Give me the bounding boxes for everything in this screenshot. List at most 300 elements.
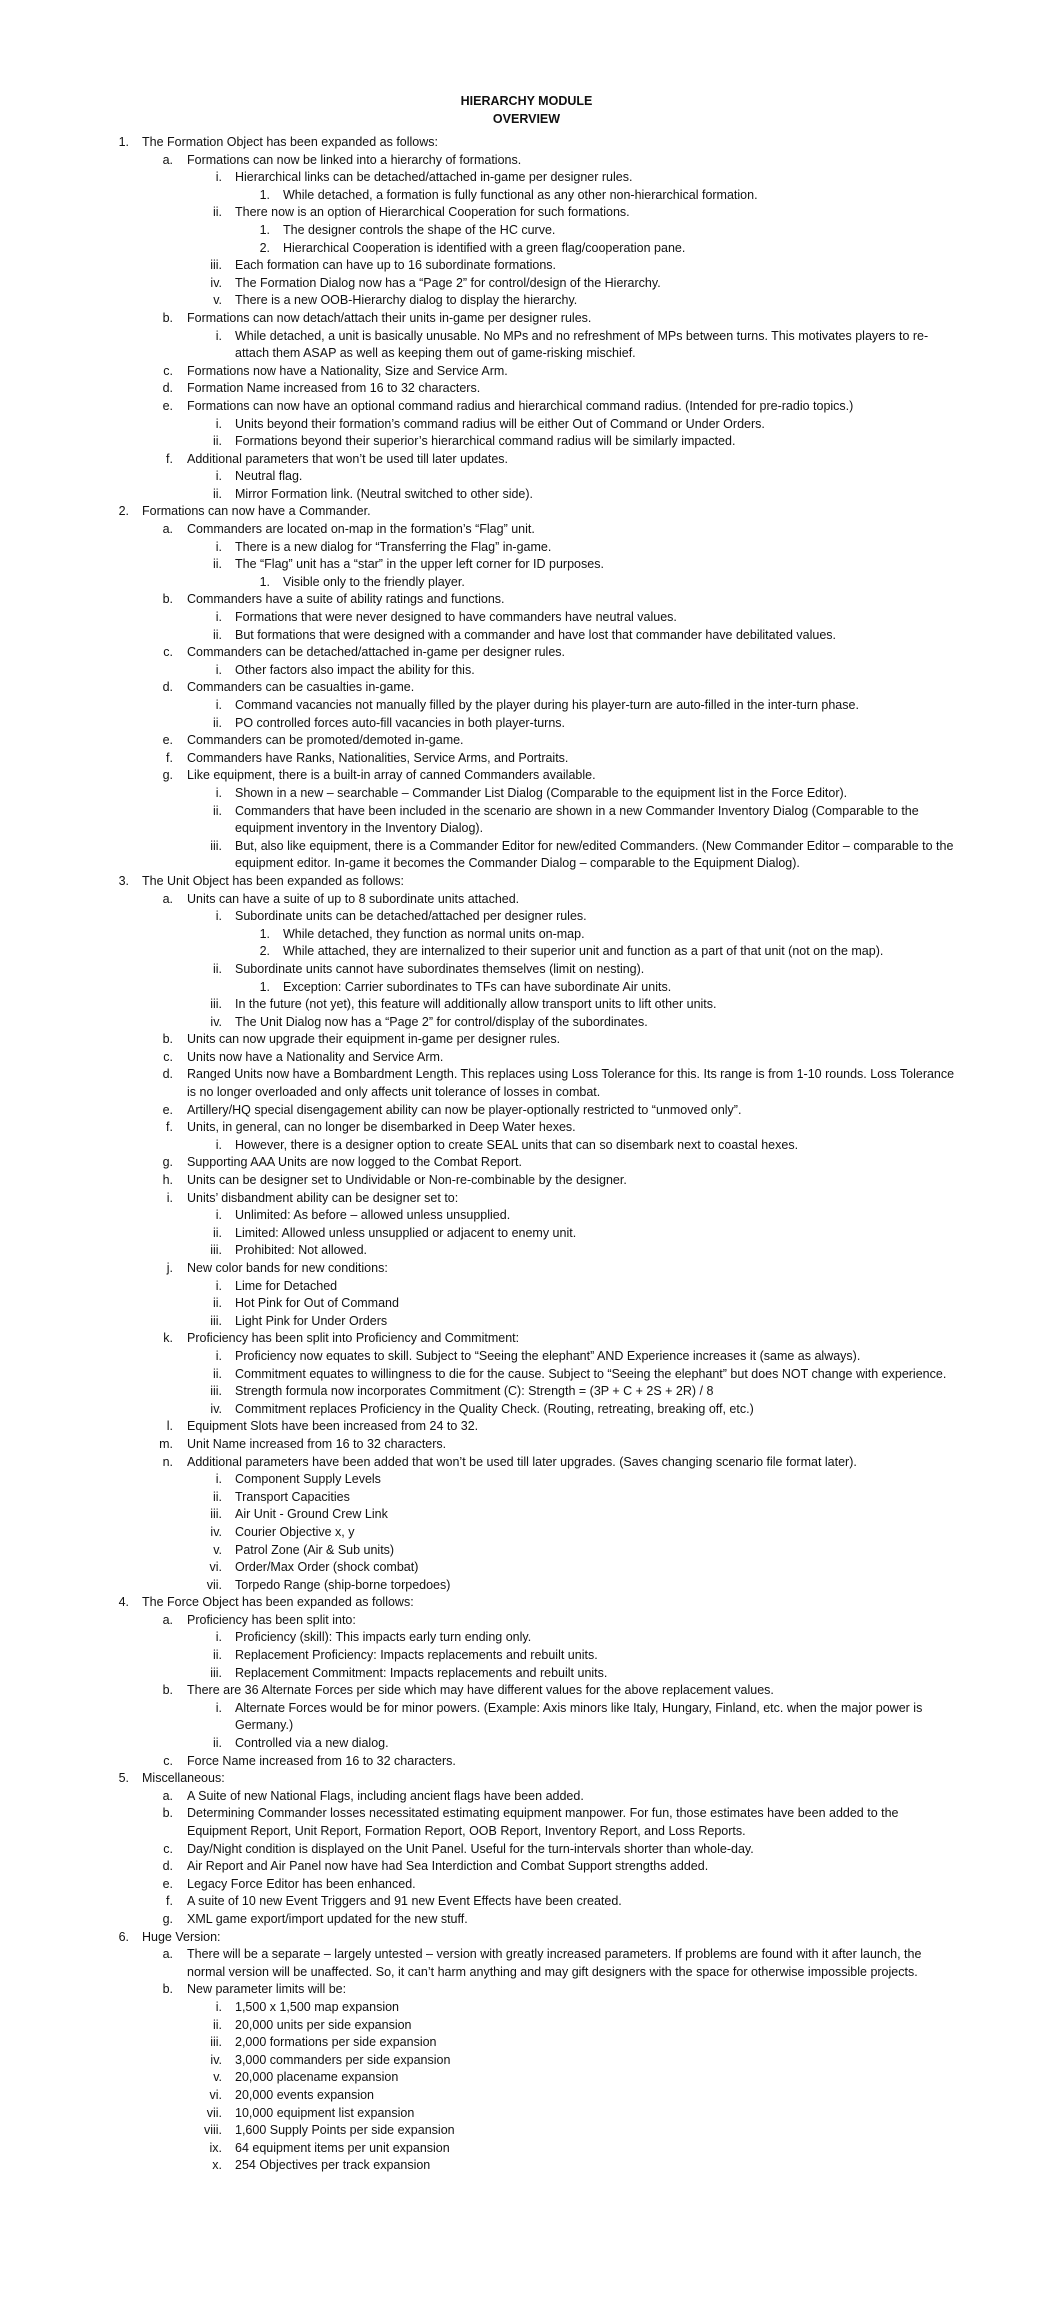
- list-item-text: 1,500 x 1,500 map expansion: [235, 1999, 400, 2014]
- list-item-marker: i.: [215, 1700, 222, 1715]
- list-item-level-2: [0, 257, 1053, 275]
- list-item-marker: iv.: [210, 1524, 222, 1539]
- list-item-level-2: [0, 1313, 1053, 1331]
- list-item-marker: iv.: [210, 1014, 222, 1029]
- list-item-text: Commitment equates to willingness to die for the cause. Subject to “Seeing the elephant” but does NOT change with experience.: [235, 1366, 947, 1381]
- list-item-text: Replacement Proficiency: Impacts replacements and rebuilt units.: [235, 1648, 598, 1663]
- list-item-text: 10,000 equipment list expansion: [235, 2105, 415, 2120]
- list-item-marker: 4.: [118, 1595, 129, 1610]
- list-item-marker: ii.: [212, 961, 222, 976]
- list-item-text: Proficiency (skill): This impacts early turn ending only.: [235, 1630, 532, 1645]
- list-item-text: Ranged Units now have a Bombardment Length. This replaces using Loss Tolerance for this. Its range is from 1-10 rounds. Loss Tolerance is no longer overloaded and only affects unit tolerance of losses in combat.: [187, 1067, 955, 1100]
- list-item-text: The Unit Object has been expanded as follows:: [142, 873, 404, 888]
- list-item-text: Air Report and Air Panel now have had Sea Interdiction and Combat Support strengths added.: [187, 1859, 709, 1874]
- list-item-marker: a.: [162, 152, 173, 167]
- list-item-level-1: [0, 310, 1053, 328]
- list-item-marker: i.: [215, 1278, 222, 1293]
- list-item-marker: f.: [166, 451, 173, 466]
- list-item-marker: vii.: [206, 2105, 222, 2120]
- list-item-level-2: [0, 715, 1053, 733]
- list-item-marker: 1.: [259, 979, 270, 994]
- list-item-marker: ii.: [212, 2017, 222, 2032]
- list-item-level-0: [0, 1594, 1053, 1612]
- list-item-text: Hierarchical Cooperation is identified with a green flag/cooperation pane.: [283, 240, 686, 255]
- list-item-text: There will be a separate – largely untested – version with greatly increased parameters. If problems are found with it after launch, the normal version will be unaffected. So, it can’t harm anything and may gift designers with the space for otherwise impossible projects.: [187, 1947, 922, 1979]
- list-item-level-1: [0, 1260, 1053, 1278]
- list-item-level-3: [0, 187, 1053, 205]
- list-item-text: The Force Object has been expanded as follows:: [142, 1595, 414, 1610]
- list-item-marker: ii.: [212, 486, 222, 501]
- list-item-level-1: [0, 1436, 1053, 1454]
- list-item-level-2: [0, 996, 1053, 1014]
- list-item-text: Shown in a new – searchable – Commander List Dialog (Comparable to the equipment list in the Force Editor).: [235, 785, 848, 800]
- list-item-text: Day/Night condition is displayed on the Unit Panel. Useful for the turn-intervals shorter than whole-day.: [187, 1841, 754, 1856]
- list-item-level-2: [0, 1014, 1053, 1032]
- list-item-text: Determining Commander losses necessitated estimating equipment manpower. For fun, those estimates have been added to the Equipment Report, Unit Report, Formation Report, OOB Report, Inventory Report, and Loss Reports.: [187, 1806, 899, 1838]
- list-item-level-1: [0, 451, 1053, 469]
- list-item-marker: a.: [162, 522, 173, 537]
- list-item-marker: a.: [162, 1612, 173, 1627]
- list-item-level-0: [0, 134, 1053, 152]
- list-item-text: There is a new dialog for “Transferring the Flag” in-game.: [235, 539, 552, 554]
- list-item-marker: i.: [215, 328, 222, 343]
- list-item-marker: ii.: [212, 1366, 222, 1381]
- list-item-marker: iii.: [210, 1507, 222, 1522]
- list-item-text: Formations now have a Nationality, Size and Service Arm.: [187, 363, 508, 378]
- list-item-text: There is a new OOB-Hierarchy dialog to display the hierarchy.: [235, 293, 578, 308]
- list-item-text: Other factors also impact the ability for this.: [235, 662, 475, 677]
- list-item-level-1: [0, 891, 1053, 909]
- list-item-text: Subordinate units can be detached/attached per designer rules.: [235, 909, 587, 924]
- list-item-level-2: [0, 1383, 1053, 1401]
- list-item-level-0: [0, 1929, 1053, 1947]
- list-item-marker: i.: [215, 170, 222, 185]
- list-item-marker: b.: [162, 1683, 173, 1698]
- list-item-text: Component Supply Levels: [235, 1472, 381, 1487]
- list-item-marker: x.: [212, 2158, 222, 2173]
- list-item-marker: v.: [213, 2070, 222, 2085]
- list-item-level-2: [0, 2087, 1053, 2105]
- list-item-level-2: [0, 1577, 1053, 1595]
- list-item-marker: g.: [162, 768, 173, 783]
- list-item-text: There are 36 Alternate Forces per side which may have different values for the above replacement values.: [187, 1683, 774, 1698]
- list-item-marker: 2.: [259, 240, 270, 255]
- list-item-marker: i.: [215, 785, 222, 800]
- list-item-text: Limited: Allowed unless unsupplied or adjacent to enemy unit.: [235, 1225, 577, 1240]
- list-item-marker: iii.: [210, 258, 222, 273]
- list-item-level-1: [0, 1172, 1053, 1190]
- list-item-level-1: [0, 644, 1053, 662]
- list-item-text: The “Flag” unit has a “star” in the upper left corner for ID purposes.: [235, 557, 604, 572]
- list-item-marker: ii.: [212, 1648, 222, 1663]
- list-item-level-1: [0, 1876, 1053, 1894]
- list-item-level-2: [0, 1471, 1053, 1489]
- list-item-level-2: [0, 609, 1053, 627]
- list-item-level-1: [0, 1454, 1053, 1472]
- list-item-level-2: [0, 2157, 1053, 2175]
- list-item-level-2: [0, 1735, 1053, 1753]
- list-item-marker: 1.: [259, 187, 270, 202]
- list-item-level-1: [0, 1981, 1053, 1999]
- list-item-marker: iv.: [210, 2052, 222, 2067]
- list-item-text: While detached, a unit is basically unusable. No MPs and no refreshment of MPs between turns. This motivates players to re-attach them ASAP as well as keeping them out of game-risking mischief.: [235, 328, 929, 361]
- list-item-text: Equipment Slots have been increased from 24 to 32.: [187, 1419, 479, 1434]
- list-item-text: Formations can now have an optional command radius and hierarchical command radius. (Intended for pre-radio topics.): [187, 398, 854, 413]
- list-item-level-1: [0, 1418, 1053, 1436]
- list-item-text: Unlimited: As before – allowed unless unsupplied.: [235, 1208, 511, 1223]
- list-item-level-2: [0, 1700, 1053, 1735]
- list-item-marker: i.: [215, 469, 222, 484]
- list-item-text: But formations that were designed with a commander and have lost that commander have debilitated values.: [235, 627, 837, 642]
- list-item-marker: c.: [163, 363, 173, 378]
- list-item-text: Alternate Forces would be for minor powers. (Example: Axis minors like Italy, Hungary, Finland, etc. when the major power is Germany.): [235, 1700, 923, 1733]
- list-item-marker: i.: [215, 1472, 222, 1487]
- list-item-marker: c.: [163, 645, 173, 660]
- list-item-text: Formations that were never designed to have commanders have neutral values.: [235, 610, 677, 625]
- list-item-text: Additional parameters that won’t be used till later updates.: [187, 451, 509, 466]
- list-item-text: Prohibited: Not allowed.: [235, 1243, 368, 1258]
- list-item-marker: iv.: [210, 1401, 222, 1416]
- list-item-level-1: [0, 1858, 1053, 1876]
- list-item-marker: 5.: [118, 1771, 129, 1786]
- list-item-text: Supporting AAA Units are now logged to the Combat Report.: [187, 1155, 522, 1170]
- list-item-text: There now is an option of Hierarchical Cooperation for such formations.: [235, 205, 630, 220]
- list-item-level-3: [0, 574, 1053, 592]
- list-item-level-1: [0, 1788, 1053, 1806]
- list-item-marker: f.: [166, 1120, 173, 1135]
- list-item-level-2: [0, 803, 1053, 838]
- list-item-text: Each formation can have up to 16 subordinate formations.: [235, 258, 557, 273]
- list-item-level-2: [0, 1559, 1053, 1577]
- list-item-text: Legacy Force Editor has been enhanced.: [187, 1876, 416, 1891]
- list-item-text: The Unit Dialog now has a “Page 2” for control/display of the subordinates.: [235, 1014, 648, 1029]
- list-item-text: Commanders are located on-map in the formation’s “Flag” unit.: [187, 522, 535, 537]
- list-item-level-2: [0, 2034, 1053, 2052]
- list-item-marker: m.: [159, 1436, 173, 1451]
- list-item-marker: b.: [162, 1982, 173, 1997]
- list-item-marker: 1.: [259, 574, 270, 589]
- list-item-text: Miscellaneous:: [142, 1771, 225, 1786]
- list-item-level-3: [0, 979, 1053, 997]
- list-item-text: Lime for Detached: [235, 1278, 338, 1293]
- list-item-marker: e.: [162, 1102, 173, 1117]
- list-item-level-3: [0, 222, 1053, 240]
- list-item-level-2: [0, 433, 1053, 451]
- list-item-marker: ii.: [212, 1296, 222, 1311]
- list-item-text: Units can be designer set to Undividable or Non-re-combinable by the designer.: [187, 1173, 627, 1188]
- list-item-marker: ii.: [212, 715, 222, 730]
- list-item-text: Strength formula now incorporates Commitment (C): Strength = (3P + C + 2S + 2R) / 8: [235, 1384, 714, 1399]
- list-item-text: Light Pink for Under Orders: [235, 1313, 388, 1328]
- list-item-level-0: [0, 1770, 1053, 1788]
- list-item-marker: ii.: [212, 1736, 222, 1751]
- list-item-marker: a.: [162, 891, 173, 906]
- list-item-marker: b.: [162, 310, 173, 325]
- list-item-text: Controlled via a new dialog.: [235, 1736, 389, 1751]
- list-item-marker: i.: [215, 909, 222, 924]
- list-item-marker: 3.: [118, 873, 129, 888]
- list-item-text: Artillery/HQ special disengagement ability can now be player-optionally restricted to “unmoved only”.: [187, 1102, 742, 1117]
- list-item-level-2: [0, 328, 1053, 363]
- list-item-text: A suite of 10 new Event Triggers and 91 new Event Effects have been created.: [187, 1894, 622, 1909]
- list-item-text: But, also like equipment, there is a Commander Editor for new/edited Commanders. (New Commander Editor – comparable to the equipment editor. In-game it becomes the Commander Dialog – comparable to the Equipment Dialog).: [235, 838, 954, 871]
- list-item-marker: viii.: [203, 2123, 222, 2138]
- list-item-marker: i.: [215, 1137, 222, 1152]
- list-item-level-1: [0, 1841, 1053, 1859]
- list-item-marker: ii.: [212, 627, 222, 642]
- list-item-marker: v.: [213, 293, 222, 308]
- list-item-text: The Formation Object has been expanded as follows:: [142, 135, 439, 149]
- list-item-level-2: [0, 486, 1053, 504]
- list-item-marker: iv.: [210, 275, 222, 290]
- list-item-marker: e.: [162, 398, 173, 413]
- list-item-level-2: [0, 908, 1053, 926]
- list-item-text: Unit Name increased from 16 to 32 characters.: [187, 1436, 447, 1451]
- list-item-marker: i.: [215, 610, 222, 625]
- list-item-level-2: [0, 1647, 1053, 1665]
- list-item-level-1: [0, 1911, 1053, 1929]
- list-item-marker: 1.: [259, 222, 270, 237]
- list-item-marker: ii.: [212, 803, 222, 818]
- list-item-text: While detached, a formation is fully functional as any other non-hierarchical formation.: [283, 187, 758, 202]
- list-item-text: 254 Objectives per track expansion: [235, 2158, 431, 2173]
- list-item-text: Command vacancies not manually filled by the player during his player-turn are auto-filled in the inter-turn phase.: [235, 698, 859, 712]
- list-item-level-2: [0, 627, 1053, 645]
- list-item-text: Huge Version:: [142, 1929, 221, 1944]
- list-item-marker: ii.: [212, 1225, 222, 1240]
- list-item-level-1: [0, 1031, 1053, 1049]
- list-item-text: Additional parameters have been added that won’t be used till later upgrades. (Saves changing scenario file format later).: [187, 1454, 857, 1469]
- list-item-marker: v.: [213, 1542, 222, 1557]
- list-item-level-3: [0, 240, 1053, 258]
- list-item-text: XML game export/import updated for the new stuff.: [187, 1911, 468, 1926]
- list-item-marker: i.: [215, 1999, 222, 2014]
- list-item-marker: 1.: [118, 135, 129, 149]
- list-item-level-2: [0, 2017, 1053, 2035]
- list-item-marker: i.: [215, 1630, 222, 1645]
- list-item-text: Transport Capacities: [235, 1489, 350, 1504]
- list-item-marker: c.: [163, 1841, 173, 1856]
- list-item-level-2: [0, 292, 1053, 310]
- list-item-text: 20,000 events expansion: [235, 2087, 374, 2102]
- list-item-level-2: [0, 1999, 1053, 2017]
- list-item-marker: i.: [215, 1208, 222, 1223]
- list-item-text: New parameter limits will be:: [187, 1982, 347, 1997]
- list-item-level-1: [0, 363, 1053, 381]
- list-item-marker: f.: [166, 1894, 173, 1909]
- list-item-text: New color bands for new conditions:: [187, 1261, 388, 1275]
- list-item-marker: i.: [215, 1348, 222, 1363]
- list-item-marker: i.: [215, 416, 222, 431]
- list-item-text: Like equipment, there is a built-in array of canned Commanders available.: [187, 768, 596, 783]
- list-item-level-1: [0, 750, 1053, 768]
- list-item-text: Units can now upgrade their equipment in-game per designer rules.: [187, 1032, 561, 1047]
- list-item-marker: f.: [166, 750, 173, 765]
- list-item-level-1: [0, 1119, 1053, 1137]
- list-item-text: While detached, they function as normal units on-map.: [283, 926, 585, 941]
- list-item-level-1: [0, 732, 1053, 750]
- list-item-text: 20,000 placename expansion: [235, 2070, 399, 2085]
- list-item-text: 3,000 commanders per side expansion: [235, 2052, 451, 2067]
- list-item-marker: d.: [162, 680, 173, 695]
- list-item-text: Formations can now have a Commander.: [142, 504, 371, 519]
- list-item-level-2: [0, 556, 1053, 574]
- list-item-text: Units now have a Nationality and Service Arm.: [187, 1049, 444, 1064]
- list-item-level-2: [0, 1295, 1053, 1313]
- list-item-level-2: [0, 697, 1053, 715]
- list-item-marker: vii.: [206, 1577, 222, 1592]
- list-item-text: Force Name increased from 16 to 32 characters.: [187, 1753, 456, 1768]
- list-item-text: Commanders have Ranks, Nationalities, Service Arms, and Portraits.: [187, 750, 569, 765]
- list-item-marker: b.: [162, 592, 173, 607]
- document-subtitle: OVERVIEW: [492, 112, 561, 126]
- list-item-marker: vi.: [209, 2087, 222, 2102]
- list-item-text: Hot Pink for Out of Command: [235, 1296, 399, 1311]
- list-item-level-0: [0, 873, 1053, 891]
- list-item-marker: ix.: [209, 2140, 222, 2155]
- list-item-text: In the future (not yet), this feature will additionally allow transport units to lift other units.: [235, 997, 717, 1012]
- list-item-marker: b.: [162, 1806, 173, 1821]
- list-item-marker: iii.: [210, 997, 222, 1012]
- list-item-level-2: [0, 1489, 1053, 1507]
- list-item-text: Formations can now detach/attach their units in-game per designer rules.: [187, 310, 592, 325]
- list-item-marker: e.: [162, 733, 173, 748]
- outline-list: [0, 134, 1053, 2175]
- list-item-level-2: [0, 1225, 1053, 1243]
- list-item-level-1: [0, 1330, 1053, 1348]
- list-item-level-3: [0, 943, 1053, 961]
- list-item-marker: iii.: [210, 1243, 222, 1258]
- list-item-level-1: [0, 679, 1053, 697]
- list-item-marker: ii.: [212, 205, 222, 220]
- list-item-level-1: [0, 767, 1053, 785]
- list-item-level-1: [0, 1066, 1053, 1101]
- list-item-marker: iii.: [210, 1384, 222, 1399]
- list-item-marker: c.: [163, 1049, 173, 1064]
- list-item-level-2: [0, 1542, 1053, 1560]
- list-item-marker: d.: [162, 381, 173, 396]
- list-item-level-1: [0, 521, 1053, 539]
- list-item-marker: 6.: [118, 1929, 129, 1944]
- list-item-level-2: [0, 1629, 1053, 1647]
- list-item-level-2: [0, 961, 1053, 979]
- list-item-marker: i.: [215, 698, 222, 712]
- list-item-text: The designer controls the shape of the HC curve.: [283, 222, 556, 237]
- list-item-level-1: [0, 1154, 1053, 1172]
- list-item-text: PO controlled forces auto-fill vacancies in both player-turns.: [235, 715, 566, 730]
- list-item-level-2: [0, 2140, 1053, 2158]
- list-item-text: 20,000 units per side expansion: [235, 2017, 412, 2032]
- list-item-marker: 2.: [118, 504, 129, 519]
- list-item-level-2: [0, 468, 1053, 486]
- list-item-marker: j.: [166, 1261, 173, 1275]
- list-item-text: Proficiency has been split into:: [187, 1612, 356, 1627]
- list-item-marker: ii.: [212, 1489, 222, 1504]
- list-item-level-2: [0, 275, 1053, 293]
- list-item-text: Mirror Formation link. (Neutral switched to other side).: [235, 486, 534, 501]
- list-item-marker: 1.: [259, 926, 270, 941]
- list-item-level-1: [0, 1805, 1053, 1840]
- list-item-marker: i.: [166, 1190, 173, 1205]
- list-item-marker: d.: [162, 1067, 173, 1082]
- list-item-text: Hierarchical links can be detached/attached in-game per designer rules.: [235, 170, 633, 185]
- document-title: HIERARCHY MODULE: [460, 94, 593, 108]
- list-item-marker: e.: [162, 1876, 173, 1891]
- list-item-level-1: [0, 1049, 1053, 1067]
- list-item-text: While attached, they are internalized to their superior unit and function as a part of that unit (not on the map).: [283, 944, 884, 959]
- list-item-text: Units beyond their formation’s command radius will be either Out of Command or Under Orders.: [235, 416, 765, 431]
- list-item-level-2: [0, 416, 1053, 434]
- list-item-text: Commanders have a suite of ability ratings and functions.: [187, 592, 505, 607]
- list-item-text: Proficiency has been split into Proficiency and Commitment:: [187, 1331, 520, 1346]
- list-item-marker: iii.: [210, 1313, 222, 1328]
- list-item-level-1: [0, 1682, 1053, 1700]
- list-item-text: Proficiency now equates to skill. Subject to “Seeing the elephant” AND Experience increases it (same as always).: [235, 1348, 861, 1363]
- list-item-level-2: [0, 1242, 1053, 1260]
- list-item-level-2: [0, 1137, 1053, 1155]
- list-item-marker: g.: [162, 1155, 173, 1170]
- list-item-level-2: [0, 1278, 1053, 1296]
- list-item-level-2: [0, 1665, 1053, 1683]
- list-item-level-2: [0, 662, 1053, 680]
- list-item-text: Air Unit - Ground Crew Link: [235, 1507, 388, 1522]
- list-item-marker: h.: [162, 1173, 173, 1188]
- list-item-text: The Formation Dialog now has a “Page 2” for control/design of the Hierarchy.: [235, 275, 661, 290]
- list-item-marker: c.: [163, 1753, 173, 1768]
- list-item-text: Replacement Commitment: Impacts replacements and rebuilt units.: [235, 1665, 608, 1680]
- list-item-level-2: [0, 785, 1053, 803]
- list-item-marker: vi.: [209, 1560, 222, 1575]
- list-item-text: Commanders that have been included in the scenario are shown in a new Commander Inventory Dialog (Comparable to the equipment inventory in the Inventory Dialog).: [235, 803, 919, 836]
- list-item-marker: k.: [163, 1331, 173, 1346]
- list-item-level-2: [0, 2105, 1053, 2123]
- list-item-level-2: [0, 1348, 1053, 1366]
- list-item-level-0: [0, 503, 1053, 521]
- list-item-marker: 2.: [259, 944, 270, 959]
- list-item-level-2: [0, 2052, 1053, 2070]
- list-item-marker: i.: [215, 662, 222, 677]
- list-item-level-3: [0, 926, 1053, 944]
- list-item-text: Exception: Carrier subordinates to TFs can have subordinate Air units.: [283, 979, 672, 994]
- list-item-marker: b.: [162, 1032, 173, 1047]
- list-item-level-2: [0, 204, 1053, 222]
- list-item-marker: a.: [162, 1788, 173, 1803]
- list-item-marker: ii.: [212, 557, 222, 572]
- list-item-level-1: [0, 1102, 1053, 1120]
- list-item-text: Formations can now be linked into a hierarchy of formations.: [187, 152, 522, 167]
- list-item-text: Commitment replaces Proficiency in the Quality Check. (Routing, retreating, breaking off, etc.): [235, 1401, 754, 1416]
- list-item-marker: n.: [162, 1454, 173, 1469]
- list-item-level-1: [0, 1753, 1053, 1771]
- list-item-level-1: [0, 1612, 1053, 1630]
- list-item-level-2: [0, 1366, 1053, 1384]
- list-item-text: Neutral flag.: [235, 469, 303, 484]
- list-item-text: Order/Max Order (shock combat): [235, 1560, 419, 1575]
- list-item-level-2: [0, 1207, 1053, 1225]
- list-item-text: Formation Name increased from 16 to 32 characters.: [187, 381, 481, 396]
- list-item-marker: g.: [162, 1911, 173, 1926]
- list-item-text: Subordinate units cannot have subordinates themselves (limit on nesting).: [235, 961, 645, 976]
- list-item-level-2: [0, 1401, 1053, 1419]
- list-item-text: A Suite of new National Flags, including ancient flags have been added.: [187, 1788, 584, 1803]
- list-item-level-1: [0, 1190, 1053, 1208]
- list-item-text: However, there is a designer option to create SEAL units that can so disembark next to coastal hexes.: [235, 1137, 799, 1152]
- document-page: [0, 92, 1053, 2175]
- list-item-level-2: [0, 838, 1053, 873]
- list-item-text: Units’ disbandment ability can be designer set to:: [187, 1190, 459, 1205]
- list-item-text: Patrol Zone (Air & Sub units): [235, 1542, 395, 1557]
- list-item-level-2: [0, 539, 1053, 557]
